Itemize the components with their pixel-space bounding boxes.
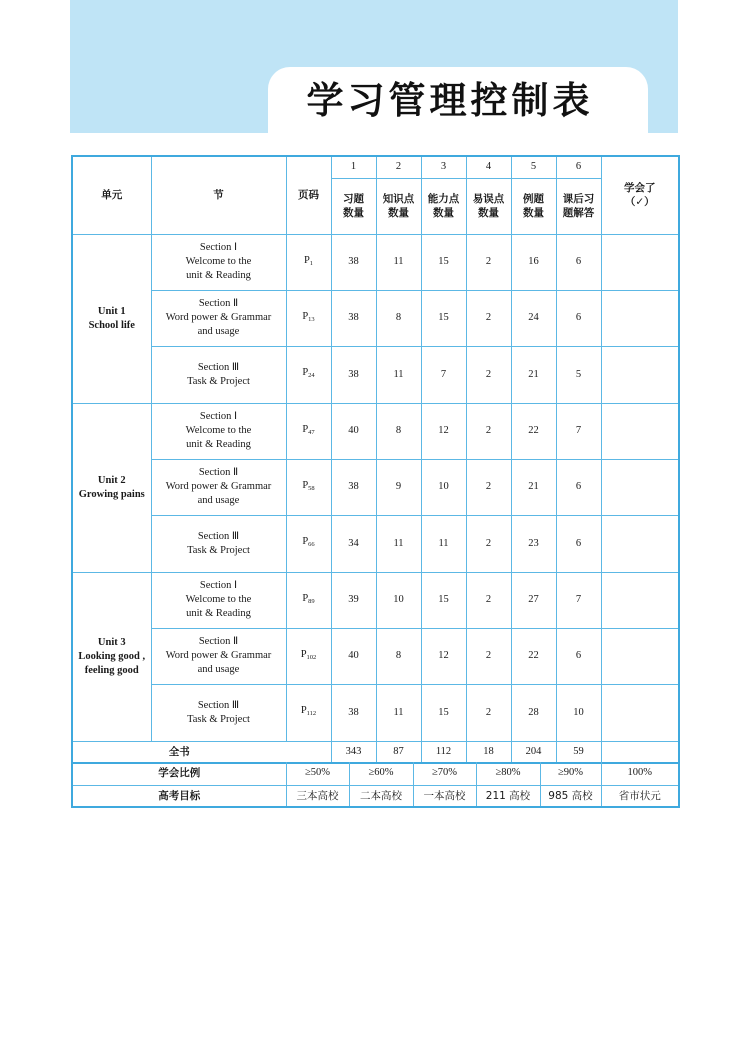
- target-value: 省市状元: [601, 785, 679, 807]
- value-cell: 2: [466, 628, 511, 684]
- value-cell: 12: [421, 403, 466, 459]
- page-prefix: P: [300, 705, 307, 716]
- value-cell: 38: [331, 684, 376, 741]
- text-line: unit & Reading: [186, 270, 251, 281]
- target-label: 高考目标: [72, 785, 286, 807]
- text-line: and usage: [197, 664, 240, 675]
- target-value: 211 高校: [476, 785, 540, 807]
- page-sub: 102: [306, 653, 317, 661]
- text-line: Welcome to the: [185, 425, 252, 436]
- total-value: 204: [511, 741, 556, 763]
- value-cell: 22: [511, 403, 556, 459]
- total-value: 59: [556, 741, 601, 763]
- text-line: 数量: [433, 207, 454, 219]
- text-line: Task & Project: [187, 544, 250, 556]
- text-line: Unit 1: [97, 305, 126, 317]
- value-cell: 2: [466, 684, 511, 741]
- learned-check-cell: [601, 234, 679, 290]
- value-cell: 8: [376, 628, 421, 684]
- header-examples: [511, 178, 556, 234]
- value-cell: 2: [466, 572, 511, 628]
- learned-check-cell: [601, 628, 679, 684]
- page-sub: 66: [308, 541, 315, 548]
- value-cell: 11: [376, 515, 421, 572]
- text-line: and usage: [197, 326, 240, 337]
- text-line: Task & Project: [187, 375, 250, 387]
- column-number: 3: [421, 156, 466, 178]
- column-number: 4: [466, 156, 511, 178]
- value-cell: 2: [466, 515, 511, 572]
- text-line: 数量: [478, 207, 499, 219]
- text-line: Looking good ,: [78, 650, 146, 662]
- value-cell: 38: [331, 346, 376, 403]
- learned-check-cell: [601, 346, 679, 403]
- header-error-points: [466, 178, 511, 234]
- value-cell: 6: [556, 234, 601, 290]
- total-value: 343: [331, 741, 376, 763]
- table-row: [72, 572, 679, 628]
- value-cell: 2: [466, 290, 511, 346]
- learned-check-cell: [601, 684, 679, 741]
- column-number: 6: [556, 156, 601, 178]
- page-prefix: P: [302, 592, 309, 604]
- value-cell: 28: [511, 684, 556, 741]
- total-label: 全书: [72, 741, 331, 763]
- value-cell: 39: [331, 572, 376, 628]
- table-row: [72, 684, 679, 741]
- value-cell: 9: [376, 459, 421, 515]
- page-prefix: P: [302, 310, 309, 322]
- text-line: 知识点: [382, 193, 415, 205]
- unit-label: [72, 572, 151, 741]
- section-label: [151, 628, 286, 684]
- page-number: [286, 403, 331, 459]
- table-row: [72, 346, 679, 403]
- rate-value: 100%: [601, 762, 679, 785]
- page-number: [286, 684, 331, 741]
- text-line: Section Ⅰ: [199, 411, 238, 422]
- text-line: Word power & Grammar: [165, 650, 272, 661]
- page-prefix: P: [300, 648, 307, 660]
- table-row: [72, 403, 679, 459]
- table-row: [72, 459, 679, 515]
- text-line: 数量: [523, 207, 544, 219]
- target-value: 985 高校: [540, 785, 601, 807]
- value-cell: 21: [511, 459, 556, 515]
- value-cell: 38: [331, 234, 376, 290]
- page-prefix: P: [302, 479, 309, 491]
- value-cell: 6: [556, 290, 601, 346]
- page-prefix: P: [302, 423, 309, 435]
- total-value: 112: [421, 741, 466, 763]
- value-cell: 8: [376, 403, 421, 459]
- page-sub: 24: [308, 372, 315, 379]
- page-number: [286, 346, 331, 403]
- value-cell: 38: [331, 459, 376, 515]
- header-row: [72, 156, 679, 178]
- value-cell: 11: [376, 684, 421, 741]
- value-cell: 11: [421, 515, 466, 572]
- page-sub: 89: [308, 597, 315, 605]
- section-label: [151, 290, 286, 346]
- total-row: [72, 741, 679, 763]
- rate-label: 学会比例: [72, 762, 286, 785]
- learned-check-cell: [601, 741, 679, 763]
- rate-value: ≥50%: [286, 762, 349, 785]
- total-value: 18: [466, 741, 511, 763]
- section-label: [151, 684, 286, 741]
- goal-table: [71, 762, 680, 808]
- rate-value: ≥90%: [540, 762, 601, 785]
- text-line: Unit 3: [97, 636, 126, 648]
- header-section: 节: [151, 156, 286, 234]
- unit-label: [72, 234, 151, 403]
- text-line: Word power & Grammar: [165, 312, 272, 323]
- header-band: [70, 0, 678, 133]
- page-number: [286, 459, 331, 515]
- text-line: Growing pains: [78, 488, 145, 500]
- table-row: [72, 515, 679, 572]
- value-cell: 23: [511, 515, 556, 572]
- column-number: 1: [331, 156, 376, 178]
- value-cell: 34: [331, 515, 376, 572]
- text-line: feeling good: [84, 664, 139, 676]
- learned-check-cell: [601, 403, 679, 459]
- rate-value: ≥80%: [476, 762, 540, 785]
- value-cell: 2: [466, 234, 511, 290]
- section-label: [151, 459, 286, 515]
- value-cell: 11: [376, 346, 421, 403]
- header-page: 页码: [286, 156, 331, 234]
- page-prefix: P: [303, 254, 310, 266]
- value-cell: 11: [376, 234, 421, 290]
- value-cell: 12: [421, 628, 466, 684]
- page-number: [286, 290, 331, 346]
- study-control-table: [71, 155, 680, 764]
- text-line: 学会了: [624, 182, 656, 195]
- unit-label: [72, 403, 151, 572]
- page-sub: 47: [308, 428, 315, 436]
- text-line: Section Ⅱ: [198, 636, 239, 647]
- page-number: [286, 628, 331, 684]
- table-row: [72, 234, 679, 290]
- section-label: [151, 346, 286, 403]
- header-unit: 单元: [72, 156, 151, 234]
- page-number: [286, 234, 331, 290]
- page-sub: 13: [308, 315, 315, 323]
- text-line: Word power & Grammar: [165, 481, 272, 492]
- column-number: 5: [511, 156, 556, 178]
- text-line: 数量: [343, 207, 364, 219]
- value-cell: 2: [466, 346, 511, 403]
- page-sub: 1: [309, 259, 314, 267]
- header-exercises: [331, 178, 376, 234]
- text-line: unit & Reading: [186, 439, 251, 450]
- text-line: 题解答: [562, 207, 595, 219]
- value-cell: 38: [331, 290, 376, 346]
- text-line: School life: [88, 319, 135, 331]
- text-line: Task & Project: [187, 713, 250, 725]
- value-cell: 27: [511, 572, 556, 628]
- rate-value: ≥70%: [413, 762, 476, 785]
- target-value: 一本高校: [413, 785, 476, 807]
- text-line: Section Ⅰ: [199, 580, 238, 591]
- learned-check-cell: [601, 459, 679, 515]
- value-cell: 15: [421, 290, 466, 346]
- table-row: [72, 290, 679, 346]
- title-tab: [268, 67, 648, 133]
- value-cell: 15: [421, 572, 466, 628]
- text-line: Welcome to the: [185, 594, 252, 605]
- value-cell: 7: [556, 572, 601, 628]
- value-cell: 7: [421, 346, 466, 403]
- learned-check-cell: [601, 290, 679, 346]
- text-line: Section Ⅱ: [198, 298, 239, 309]
- target-row: [72, 785, 679, 807]
- value-cell: 40: [331, 403, 376, 459]
- page-title: 学习管理控制表: [306, 79, 594, 122]
- value-cell: 15: [421, 234, 466, 290]
- text-line: 易误点: [472, 193, 505, 205]
- rate-value: ≥60%: [349, 762, 413, 785]
- value-cell: 10: [556, 684, 601, 741]
- section-label: [151, 403, 286, 459]
- page-number: [286, 515, 331, 572]
- column-number: 2: [376, 156, 421, 178]
- value-cell: 22: [511, 628, 556, 684]
- table-row: [72, 628, 679, 684]
- text-line: Section Ⅱ: [198, 467, 239, 478]
- value-cell: 2: [466, 403, 511, 459]
- section-label: [151, 234, 286, 290]
- page-prefix: P: [302, 367, 309, 378]
- target-value: 三本高校: [286, 785, 349, 807]
- target-value: 二本高校: [349, 785, 413, 807]
- rate-row: [72, 762, 679, 785]
- page-sub: 58: [308, 484, 315, 492]
- page-prefix: P: [302, 536, 309, 547]
- text-line: and usage: [197, 495, 240, 506]
- value-cell: 21: [511, 346, 556, 403]
- text-line: Section Ⅲ: [197, 361, 240, 373]
- header-ability-points: [421, 178, 466, 234]
- value-cell: 7: [556, 403, 601, 459]
- value-cell: 2: [466, 459, 511, 515]
- value-cell: 8: [376, 290, 421, 346]
- learned-check-cell: [601, 515, 679, 572]
- text-line: 习题: [343, 193, 364, 205]
- text-line: Welcome to the: [185, 256, 252, 267]
- text-line: Unit 2: [97, 474, 126, 486]
- header-answers: [556, 178, 601, 234]
- page-sub: 112: [306, 710, 317, 717]
- total-value: 87: [376, 741, 421, 763]
- text-line: （✓）: [624, 196, 655, 209]
- value-cell: 16: [511, 234, 556, 290]
- value-cell: 10: [376, 572, 421, 628]
- value-cell: 6: [556, 459, 601, 515]
- value-cell: 40: [331, 628, 376, 684]
- value-cell: 10: [421, 459, 466, 515]
- section-label: [151, 515, 286, 572]
- text-line: Section Ⅲ: [197, 530, 240, 542]
- learned-check-cell: [601, 572, 679, 628]
- text-line: Section Ⅰ: [199, 242, 238, 253]
- header-knowledge-points: [376, 178, 421, 234]
- page-number: [286, 572, 331, 628]
- header-learned: [601, 156, 679, 234]
- text-line: unit & Reading: [186, 608, 251, 619]
- value-cell: 15: [421, 684, 466, 741]
- text-line: 数量: [388, 207, 409, 219]
- value-cell: 24: [511, 290, 556, 346]
- text-line: Section Ⅲ: [197, 699, 240, 711]
- text-line: 能力点: [427, 193, 460, 205]
- value-cell: 6: [556, 628, 601, 684]
- text-line: 例题: [523, 193, 544, 205]
- text-line: 课后习: [562, 193, 595, 205]
- section-label: [151, 572, 286, 628]
- value-cell: 5: [556, 346, 601, 403]
- value-cell: 6: [556, 515, 601, 572]
